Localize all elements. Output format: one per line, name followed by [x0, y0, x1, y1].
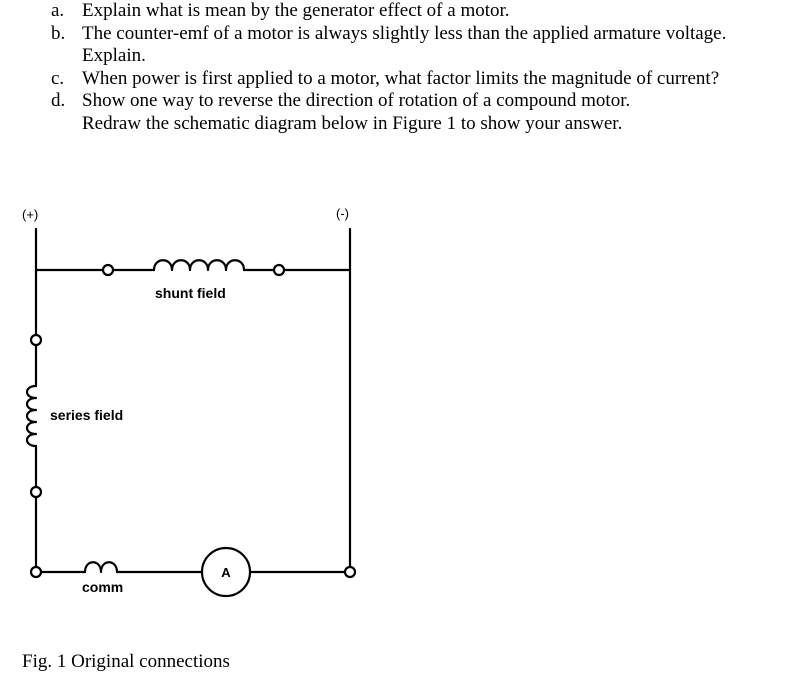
series-field-label: series field [50, 407, 124, 423]
question-letter: b. [51, 22, 66, 44]
question-c [0, 68, 795, 91]
positive-label: (+) [22, 207, 39, 222]
comm-label: comm [82, 579, 124, 595]
question-text: Explain what is mean by the generator effect of a motor. [82, 0, 510, 21]
question-b-continuation: Explain. [82, 45, 146, 66]
question-letter: c. [51, 67, 65, 89]
negative-label: (-) [336, 206, 349, 221]
shunt-terminal-left [103, 265, 113, 275]
question-d [0, 90, 795, 113]
series-field-coil [27, 386, 36, 446]
question-d-continuation: Redraw the schematic diagram below in Figure 1 to show your answer. [82, 112, 623, 134]
figure-caption: Fig. 1 Original connections [22, 651, 230, 672]
question-text: Show one way to reverse the direction of rotation of a compound motor. [82, 90, 631, 111]
question-letter: d. [51, 90, 66, 111]
ammeter-label: A [221, 565, 231, 580]
motor-schematic [0, 195, 380, 620]
question-text: When power is first applied to a motor, what factor limits the magnitude of current? [82, 67, 720, 89]
shunt-field-label: shunt field [155, 285, 226, 301]
series-terminal-bottom [31, 487, 41, 497]
question-b [0, 23, 795, 46]
question-letter: a. [51, 0, 65, 21]
bottom-terminal-right [345, 567, 355, 577]
series-terminal-top [31, 335, 41, 345]
shunt-terminal-right [274, 265, 284, 275]
question-list [0, 0, 795, 135]
shunt-field-coil [154, 260, 244, 270]
bottom-terminal-left [31, 567, 41, 577]
question-text: The counter-emf of a motor is always slightly less than the applied armature voltage. [82, 22, 727, 44]
commutator-coil [85, 562, 117, 572]
question-a [0, 0, 795, 23]
